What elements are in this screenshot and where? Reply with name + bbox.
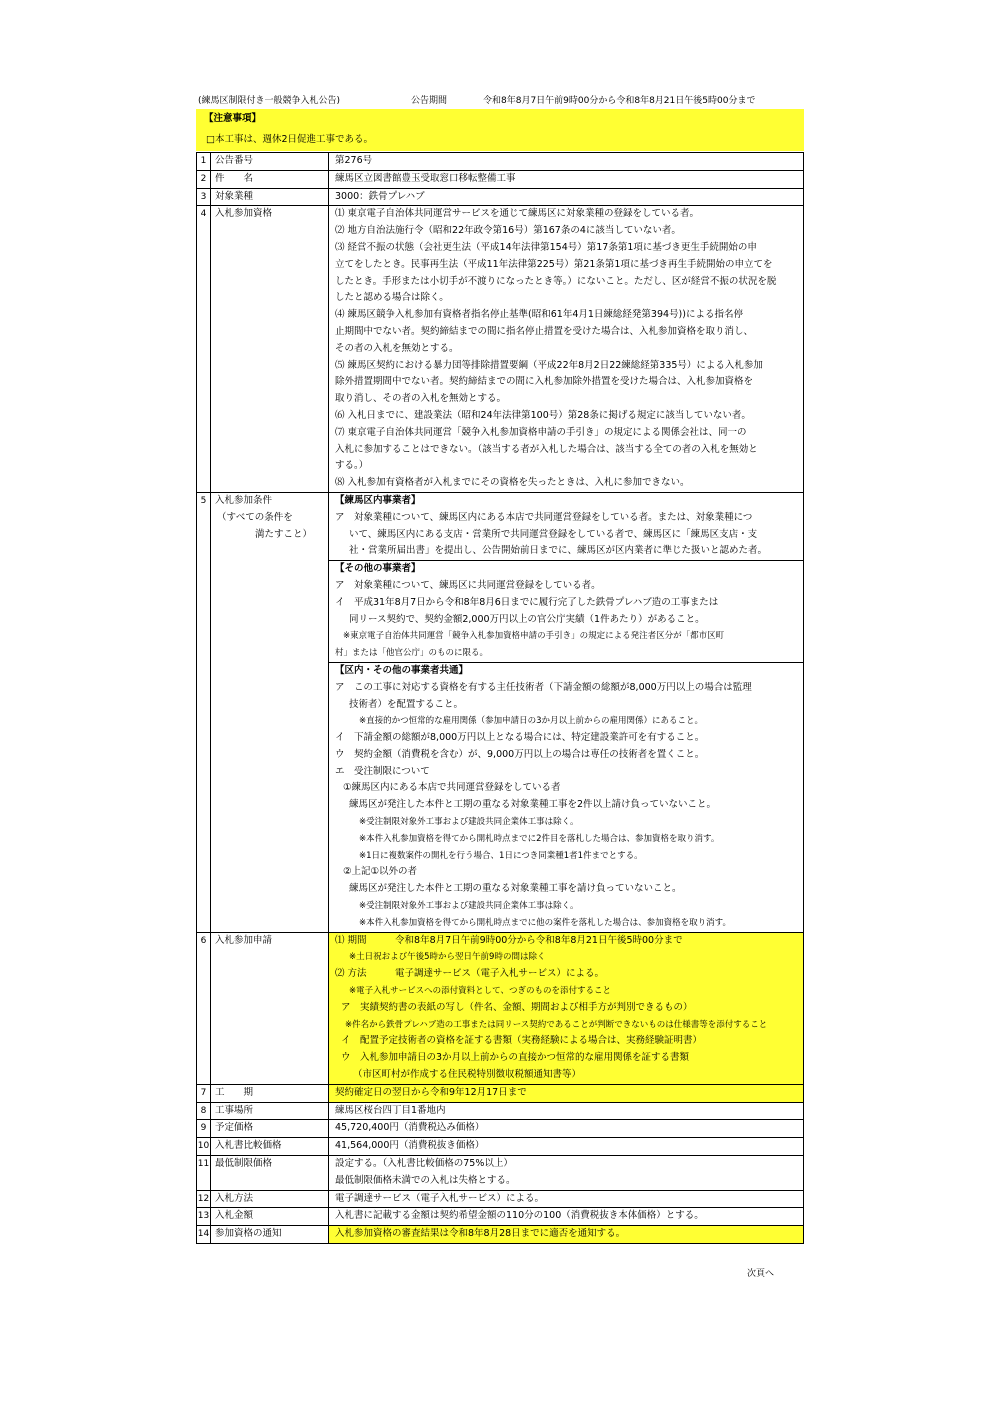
table-row-period [197, 1084, 804, 1102]
condition-line: いて、練馬区内にある支店・営業所で共同運営登録をしている者で、練馬区に「練馬区支店・支 [349, 528, 758, 540]
condition-line: 練馬区が発注した本件と工期の重なる対象業種工事を2件以上請け負っていないこと。 [349, 799, 717, 811]
qualification-line: したと認める場合は除く。 [335, 292, 449, 304]
group-heading-common: 【区内・その他の事業者共通】 [329, 662, 803, 680]
table-row-bid-amount [197, 1208, 804, 1226]
group-heading-other: 【その他の事業者】 [329, 560, 803, 578]
condition-line: ア 対象業種について、練馬区内にある本店で共同運営登録をしている者。または、対象業種につ [335, 511, 753, 523]
condition-line: 社・営業所届出書」を提出し、公告開始前日までに、練馬区が区内業者に準じた扱いと認めた者。 [349, 545, 768, 557]
qualification-line: その者の入札を無効とする。 [335, 342, 459, 354]
application-note: ※土日祝および午後5時から翌日午前9時の間は除く [349, 952, 546, 963]
row-label: 入札参加資格 [211, 206, 329, 493]
next-page-indicator: 次頁へ [747, 1269, 775, 1279]
qualification-line: 止期間中でない者。契約締結までの間に指名停止措置を受けた場合は、入札参加資格を取り消し、 [335, 325, 754, 337]
row-value: 練馬区立図書館豊玉受取窓口移転整備工事 [329, 170, 804, 188]
condition-note: ※1日に複数案件の開札を行う場合、1日につき同業種1者1件までとする。 [359, 850, 643, 861]
row-value: 第276号 [329, 153, 804, 171]
row-label: 入札書比較価格 [211, 1138, 329, 1156]
table-row-announcement-number [197, 153, 804, 171]
condition-line: ア この工事に対応する資格を有する主任技術者（下請金額の総額が8,000万円以上の場合は監理 [335, 681, 752, 693]
row-value: 練馬区桜台四丁目1番地内 [329, 1102, 804, 1120]
condition-note: ※本件入札参加資格を得てから開札時点までに他の案件を落札した場合は、参加資格を取り消す。 [359, 917, 731, 928]
condition-note: ※本件入札参加資格を得てから開札時点までに2件目を落札した場合は、参加資格を取り消す。 [359, 833, 720, 844]
condition-line: 技術者）を配置すること。 [349, 698, 464, 710]
row-value [329, 932, 804, 1084]
row-label: 工 期 [211, 1084, 329, 1102]
row-number: 6 [197, 932, 211, 1084]
qualification-line: ⑻ 入札参加有資格者が入札までにその資格を失ったときは、入札に参加できない。 [335, 477, 690, 489]
row-number: 5 [197, 492, 211, 932]
row-value: 電子調達サービス（電子入札サービス）による。 [329, 1190, 804, 1208]
condition-line: 練馬区が発注した本件と工期の重なる対象業種工事を請け負っていないこと。 [349, 883, 682, 895]
table-row-minimum-price [197, 1156, 804, 1191]
notice-type-title: (練馬区制限付き一般競争入札公告) [198, 96, 341, 106]
table-row-industry [197, 188, 804, 206]
condition-line: イ 下請金額の総額が8,000万円以上となる場合には、特定建設業許可を有すること。 [335, 732, 705, 744]
condition-note: 村」または「他官公庁」のものに限る。 [335, 648, 489, 659]
application-note: （市区町村が作成する住民税特別徴収税額通知書等） [353, 1069, 582, 1081]
conditions-label: 入札参加条件 [215, 494, 273, 506]
qualification-line: 除外措置期間中でない者。契約締結までの間に入札参加除外措置を受けた場合は、入札参加資格を [335, 376, 754, 388]
condition-line: ①練馬区内にある本店で共同運営登録をしている者 [343, 782, 561, 794]
condition-line: ウ 契約金額（消費税を含む）が、9,000万円以上の場合は専任の技術者を置くこと。 [335, 748, 705, 760]
application-line: ウ 入札参加申請日の3か月以上前からの直接かつ恒常的な雇用関係を証する書類 [341, 1052, 690, 1064]
row-number: 1 [197, 153, 211, 171]
conditions-label-note: 満たすこと） [255, 528, 313, 540]
row-value: 入札書に記載する金額は契約希望金額の110分の100（消費税抜き本体価格）とする。 [329, 1208, 804, 1226]
qualification-line: したとき。手形または小切手が不渡りになったとき等。）にないこと。ただし、区が経営不振の状況を脱 [335, 275, 777, 287]
qualification-line: ⑸ 練馬区契約における暴力団等排除措置要綱（平成22年8月2日22練総経第335号）による入札参加 [335, 359, 763, 371]
row-value: 入札参加資格の審査結果は令和8年8月28日までに適否を通知する。 [329, 1226, 804, 1244]
qualification-line: ⑺ 東京電子自治体共同運営「競争入札参加資格申請の手引き」の規定による関係会社は、同一の [335, 426, 747, 438]
row-value [329, 1156, 804, 1191]
condition-note: ※受注制限対象外工事および建設共同企業体工事は除く。 [359, 901, 579, 912]
row-label: 予定価格 [211, 1120, 329, 1138]
conditions-label-note: （すべての条件を [217, 511, 293, 523]
table-row-qualification-notice [197, 1226, 804, 1244]
table-row-conditions [197, 492, 804, 932]
condition-note: ※直接的かつ恒常的な雇用関係（参加申請日の3か月以上前からの雇用関係）にあること。 [359, 716, 704, 727]
table-row-application [197, 932, 804, 1084]
tender-table [196, 152, 804, 1244]
row-value: 3000：鉄骨プレハブ [329, 188, 804, 206]
row-label: 件 名 [211, 170, 329, 188]
qualification-line: する。） [335, 460, 369, 472]
row-value [329, 206, 804, 493]
row-label [211, 492, 329, 932]
row-number: 10 [197, 1138, 211, 1156]
row-number: 7 [197, 1084, 211, 1102]
row-value: 41,564,000円（消費税抜き価格） [329, 1138, 804, 1156]
condition-line: ②上記①以外の者 [343, 866, 418, 878]
row-number: 11 [197, 1156, 211, 1191]
condition-line: ア 対象業種について、練馬区に共同運営登録をしている者。 [335, 579, 601, 591]
application-line: ⑴ 期間 令和8年8月7日午前9時00分から令和8年8月21日午後5時00分まで [335, 934, 683, 946]
minimum-price-line: 最低制限価格未満での入札は失格とする。 [335, 1174, 516, 1186]
qualification-line: ⑷ 練馬区競争入札参加有資格者指名停止基準(昭和61年4月1日練総経発第394号))による指名停 [335, 309, 743, 321]
row-number: 2 [197, 170, 211, 188]
application-line: ア 実績契約書の表紙の写し（件名、金額、期間および相手方が判別できるもの） [341, 1001, 693, 1013]
table-row-title [197, 170, 804, 188]
row-value [329, 492, 804, 932]
application-line: ⑵ 方法 電子調達サービス（電子入札サービス）による。 [335, 968, 605, 980]
application-note: ※件名から鉄骨プレハブ造の工事または同リース契約であることが判断できないものは仕様書等を添付すること [345, 1019, 768, 1030]
row-label: 公告番号 [211, 153, 329, 171]
row-label: 対象業種 [211, 188, 329, 206]
row-number: 12 [197, 1190, 211, 1208]
application-line: イ 配置予定技術者の資格を証する書類（実務経験による場合は、実務経験証明書） [341, 1035, 703, 1047]
notice-heading: 【注意事項】 [204, 113, 262, 124]
qualification-line: 取り消し、その者の入札を無効とする。 [335, 393, 507, 405]
row-label: 入札参加申請 [211, 932, 329, 1084]
condition-note: ※東京電子自治体共同運営「競争入札参加資格申請の手引き」の規定による発注者区分が「都市区町 [343, 631, 725, 642]
row-value: 45,720,400円（消費税込み価格） [329, 1120, 804, 1138]
notice-line: □本工事は、週休2日促進工事である。 [206, 134, 374, 145]
row-number: 13 [197, 1208, 211, 1226]
row-number: 9 [197, 1120, 211, 1138]
notice-box [196, 109, 804, 151]
group-heading-local: 【練馬区内事業者】 [335, 494, 421, 506]
qualification-line: ⑹ 入札日までに、建設業法（昭和24年法律第100号）第28条に掲げる規定に該当していない者。 [335, 409, 751, 421]
table-row-estimated-price [197, 1120, 804, 1138]
row-number: 14 [197, 1226, 211, 1244]
row-number: 4 [197, 206, 211, 493]
minimum-price-line: 設定する。（入札書比較価格の75%以上） [335, 1158, 513, 1170]
row-label: 工事場所 [211, 1102, 329, 1120]
condition-line: 同リース契約で、契約金額2,000万円以上の官公庁実績（1件あたり）があること。 [349, 613, 705, 625]
period-label: 公告期間 [411, 96, 448, 106]
qualification-line: ⑶ 経営不振の状態（会社更生法（平成14年法律第154号）第17条第1項に基づき更生手続開始の申 [335, 241, 757, 253]
row-value: 契約確定日の翌日から令和9年12月17日まで [329, 1084, 804, 1102]
page-header [198, 94, 804, 108]
table-row-bid-method [197, 1190, 804, 1208]
application-note: ※電子入札サービスへの添付資料として、つぎのものを添付すること [349, 986, 611, 997]
qualification-line: ⑵ 地方自治法施行令（昭和22年政令第16号）第167条の4に該当していない者。 [335, 225, 681, 237]
condition-line: エ 受注制限について [335, 765, 430, 777]
row-label: 入札方法 [211, 1190, 329, 1208]
table-row-location [197, 1102, 804, 1120]
qualification-line: 立てをしたとき。民事再生法（平成11年法律第225号）第21条第1項に基づき再生手続開始の申立てを [335, 258, 773, 270]
condition-note: ※受注制限対象外工事および建設共同企業体工事は除く。 [359, 817, 579, 828]
row-label: 参加資格の通知 [211, 1226, 329, 1244]
period-value: 令和8年8月7日午前9時00分から令和8年8月21日午後5時00分まで [483, 96, 756, 106]
condition-line: イ 平成31年8月7日から令和8年8月6日までに履行完了した鉄骨プレハブ造の工事または [335, 596, 719, 608]
row-label: 最低制限価格 [211, 1156, 329, 1191]
row-number: 3 [197, 188, 211, 206]
row-number: 8 [197, 1102, 211, 1120]
qualification-line: 入札に参加することはできない。（該当する者が入札した場合は、該当する全ての者の入札を無効と [335, 443, 758, 455]
row-label: 入札金額 [211, 1208, 329, 1226]
table-row-qualification [197, 206, 804, 493]
qualification-line: ⑴ 東京電子自治体共同運営サービスを通じて練馬区に対象業種の登録をしている者。 [335, 208, 700, 220]
table-row-comparison-price [197, 1138, 804, 1156]
